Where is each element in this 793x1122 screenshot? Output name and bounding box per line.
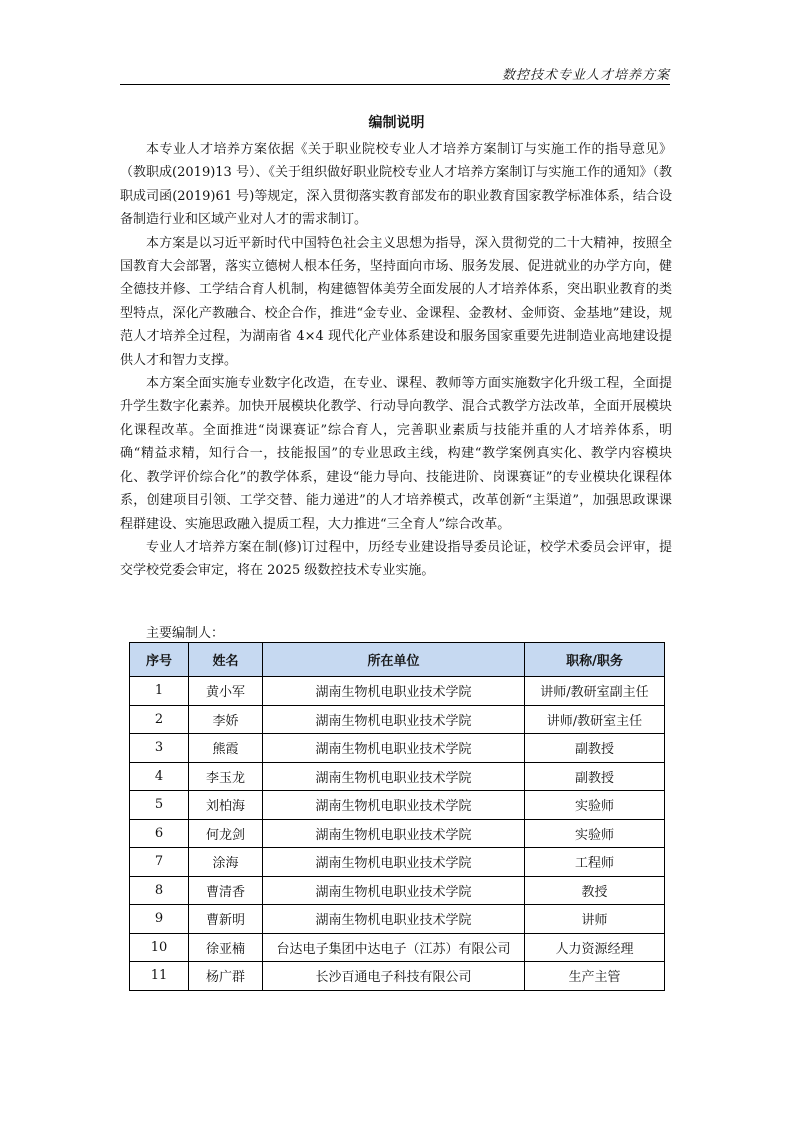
cell-title: 教授 [525, 876, 665, 905]
cell-name: 曹新明 [189, 905, 263, 934]
cell-unit: 湖南生物机电职业技术学院 [263, 905, 525, 934]
body-text [120, 138, 672, 583]
cell-name: 何龙剑 [189, 819, 263, 848]
column-header-index: 序号 [130, 643, 189, 677]
cell-title: 副教授 [525, 762, 665, 791]
cell-index: 9 [130, 905, 189, 934]
table-row [130, 962, 665, 991]
cell-title: 生产主管 [525, 962, 665, 991]
document-title: 编制说明 [368, 115, 425, 131]
cell-name: 徐亚楠 [189, 933, 263, 962]
cell-title: 讲师/教研室主任 [525, 705, 665, 734]
cell-index: 11 [130, 962, 189, 991]
cell-unit: 湖南生物机电职业技术学院 [263, 734, 525, 763]
cell-unit: 湖南生物机电职业技术学院 [263, 876, 525, 905]
cell-index: 4 [130, 762, 189, 791]
column-header-name: 姓名 [189, 643, 263, 677]
cell-title: 副教授 [525, 734, 665, 763]
table-row [130, 848, 665, 877]
cell-index: 10 [130, 933, 189, 962]
cell-unit: 台达电子集团中达电子（江苏）有限公司 [263, 933, 525, 962]
cell-index: 2 [130, 705, 189, 734]
paragraph: 专业人才培养方案在制(修)订过程中，历经专业建设指导委员论证，校学术委员会评审，提交学校党委会审定，将在 2025 级数控技术专业实施。 [120, 539, 672, 579]
table-row [130, 677, 665, 706]
table-row [130, 819, 665, 848]
table-row [130, 791, 665, 820]
cell-unit: 湖南生物机电职业技术学院 [263, 677, 525, 706]
cell-name: 涂海 [189, 848, 263, 877]
cell-name: 杨广群 [189, 962, 263, 991]
cell-index: 1 [130, 677, 189, 706]
cell-index: 6 [130, 819, 189, 848]
cell-title: 讲师/教研室副主任 [525, 677, 665, 706]
paragraph: 本专业人才培养方案依据《关于职业院校专业人才培养方案制订与实施工作的指导意见》（教职成(2019)13 号）、《关于组织做好职业院校专业人才培养方案制订与实施工作的通知》（教职成司函(2019)61 号)等规定，深入贯彻落实教育部发布的职业教育国家教学标准体系，结合设备制造行业和区域产业对人才的需求制订。 [120, 142, 672, 228]
table-row [130, 905, 665, 934]
cell-title: 工程师 [525, 848, 665, 877]
table-row [130, 762, 665, 791]
cell-unit: 湖南生物机电职业技术学院 [263, 848, 525, 877]
paragraph: 本方案全面实施专业数字化改造，在专业、课程、教师等方面实施数字化升级工程，全面提升学生数字化素养。加快开展模块化教学、行动导向教学、混合式教学方法改革，全面开展模块化课程改革。全面推进“岗课赛证”综合育人，完善职业素质与技能并重的人才培养体系，明确“精益求精，知行合一，技能报国”的专业思政主线，构建“教学案例真实化、教学内容模块化、教学评价综合化”的教学体系，建设“能力导向、技能进阶、岗课赛证”的专业模块化课程体系，创建项目引领、工学交替、能力递进”的人才培养模式，改革创新“主渠道”，加强思政课课程群建设、实施思政融入提质工程，大力推进“三全育人”综合改革。 [120, 376, 672, 532]
cell-title: 实验师 [525, 791, 665, 820]
table-row [130, 705, 665, 734]
table-row [130, 876, 665, 905]
cell-name: 曹清香 [189, 876, 263, 905]
cell-index: 5 [130, 791, 189, 820]
running-header: 数控技术专业人才培养方案 [501, 68, 670, 83]
cell-unit: 长沙百通电子科技有限公司 [263, 962, 525, 991]
editors-label: 主要编制人： [146, 626, 225, 641]
table-header-row [130, 643, 665, 677]
cell-name: 李玉龙 [189, 762, 263, 791]
cell-title: 讲师 [525, 905, 665, 934]
cell-index: 7 [130, 848, 189, 877]
table-row [130, 734, 665, 763]
cell-name: 刘柏海 [189, 791, 263, 820]
paragraph: 本方案是以习近平新时代中国特色社会主义思想为指导，深入贯彻党的二十大精神，按照全国教育大会部署，落实立德树人根本任务，坚持面向市场、服务发展、促进就业的办学方向，健全德技并修、工学结合育人机制，构建德智体美劳全面发展的人才培养体系，突出职业教育的类型特点，深化产教融合、校企合作，推进“金专业、金课程、金教材、金师资、金基地”建设，规范人才培养全过程，为湖南省 4×4 现代化产业体系建设和服务国家重要先进制造业高地建设提供人才和智力支撑。 [120, 235, 672, 368]
column-header-title: 职称/职务 [525, 643, 665, 677]
cell-unit: 湖南生物机电职业技术学院 [263, 705, 525, 734]
header-rule [120, 84, 670, 85]
cell-name: 黄小军 [189, 677, 263, 706]
cell-name: 李娇 [189, 705, 263, 734]
column-header-unit: 所在单位 [263, 643, 525, 677]
cell-title: 实验师 [525, 819, 665, 848]
cell-unit: 湖南生物机电职业技术学院 [263, 762, 525, 791]
cell-unit: 湖南生物机电职业技术学院 [263, 819, 525, 848]
editors-table [129, 642, 665, 991]
cell-name: 熊霞 [189, 734, 263, 763]
cell-unit: 湖南生物机电职业技术学院 [263, 791, 525, 820]
cell-title: 人力资源经理 [525, 933, 665, 962]
cell-index: 3 [130, 734, 189, 763]
table-row [130, 933, 665, 962]
cell-index: 8 [130, 876, 189, 905]
